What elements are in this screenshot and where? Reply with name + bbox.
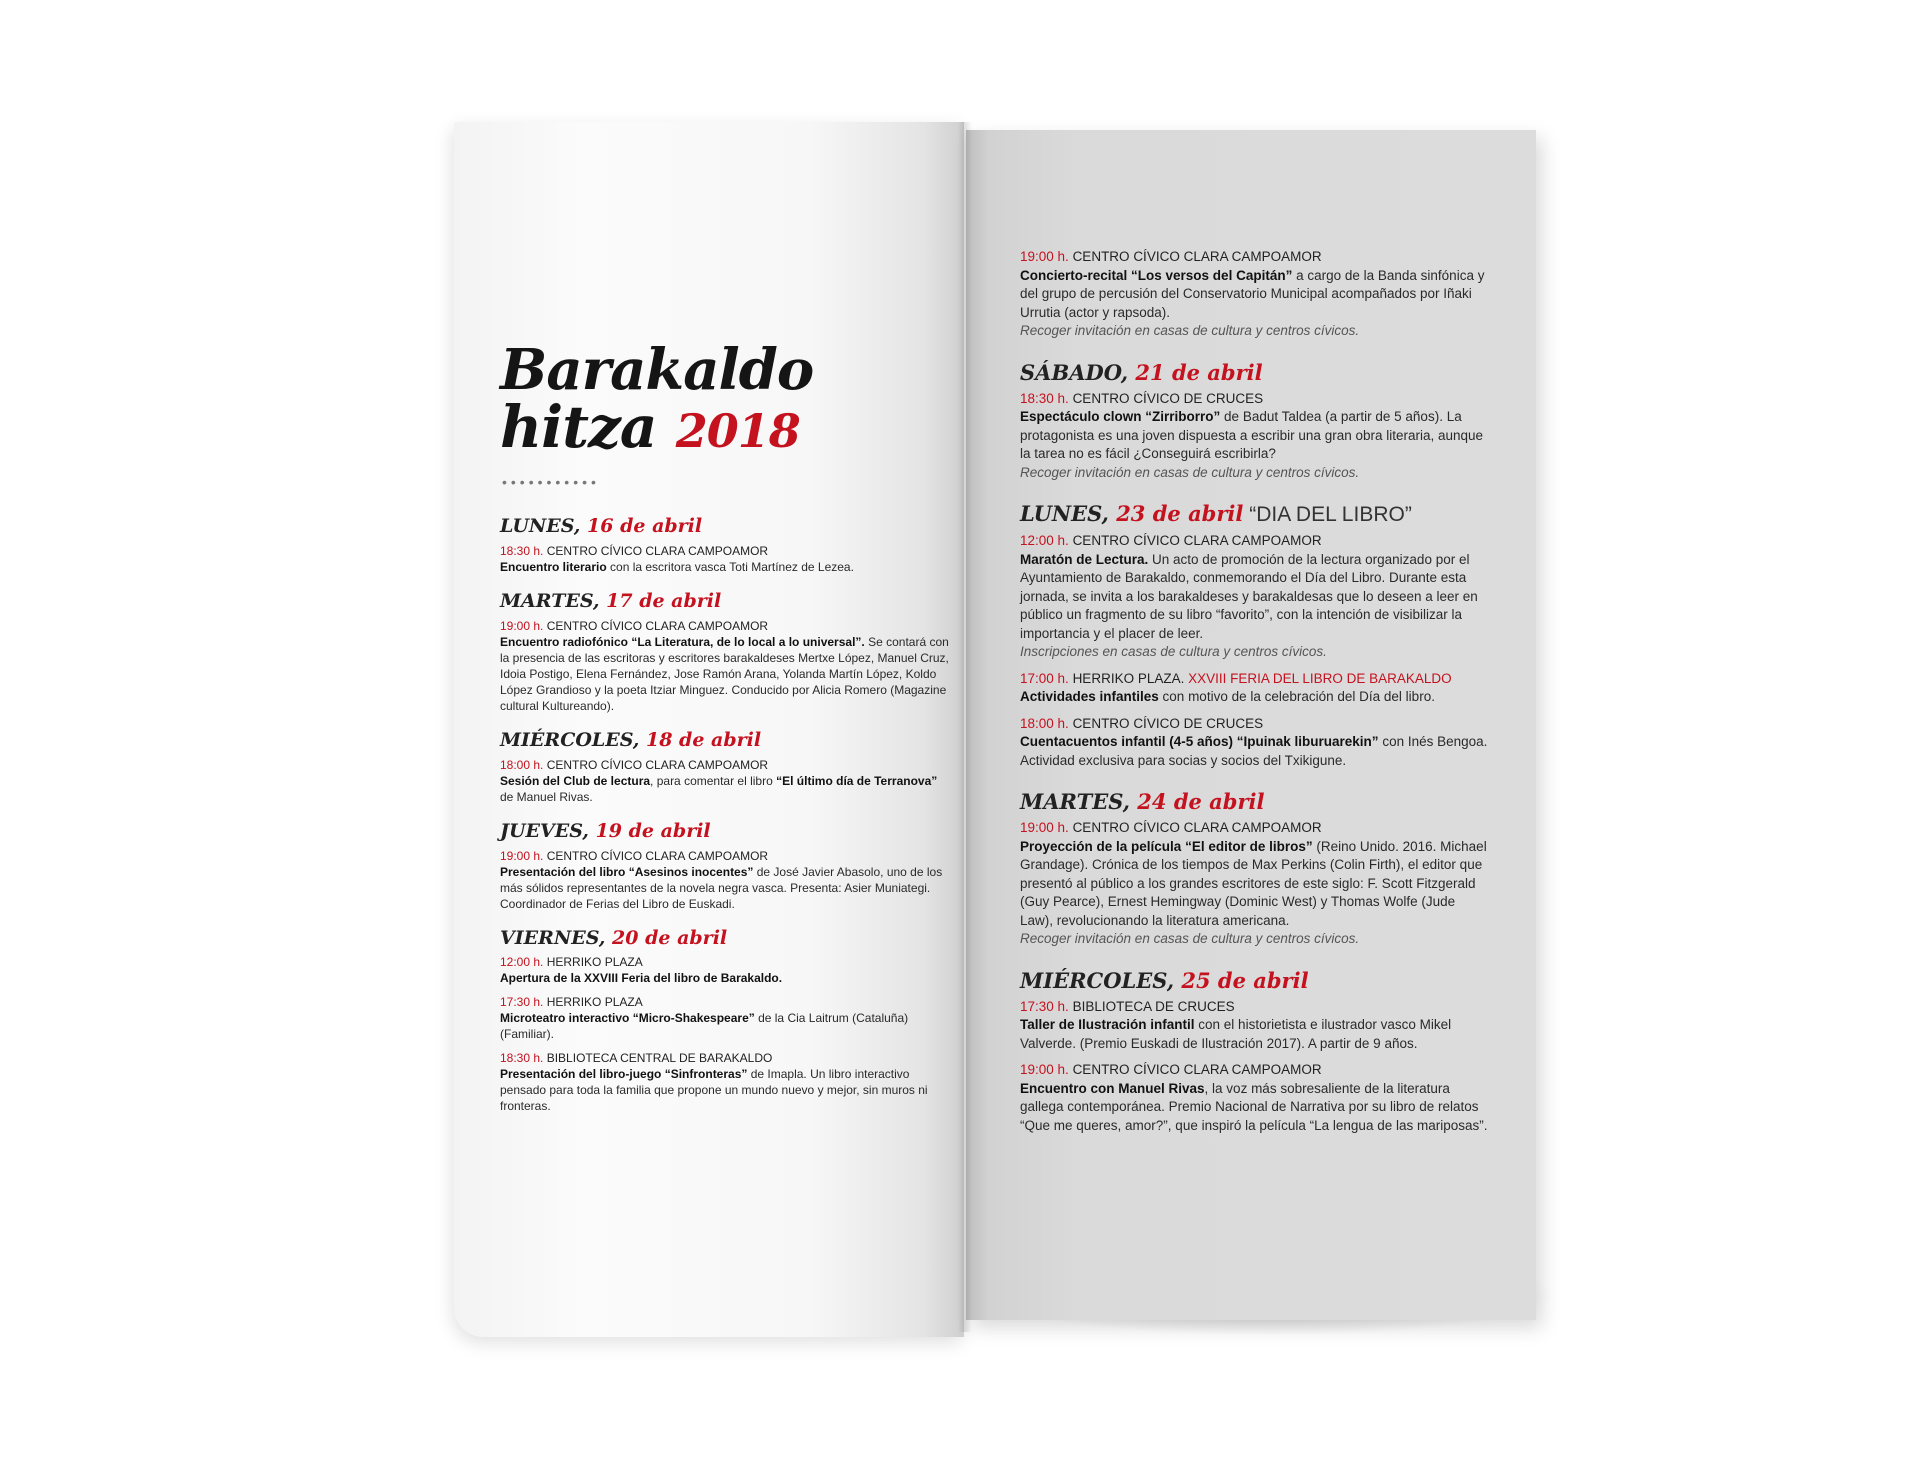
- event-item: [1020, 670, 1490, 707]
- event-text: (Reino Unido. 2016. Michael Grandage). Crónica de los tiempos de Max Perkins (Colin Firth), el editor que presentó al público a los grandes escritores de este siglo: F. Scott Fitzgerald (Guy Pearce), Ernest Hemingway (Dominic West) y Thomas Wolfe (Jude Law), revolucionando la literatura americana.: [1020, 838, 1487, 928]
- event-item: [500, 994, 950, 1042]
- event-title: Encuentro con Manuel Rivas: [1020, 1080, 1205, 1096]
- title-line-1: Barakaldo: [500, 337, 814, 403]
- event-title: Presentación del libro-juego “Sinfronteras”: [500, 1067, 748, 1082]
- event-header: [500, 848, 950, 864]
- title-dots-divider: •••••••••••: [502, 474, 600, 490]
- event-item: [500, 757, 950, 805]
- event-place: CENTRO CÍVICO CLARA CAMPOAMOR: [1072, 533, 1322, 549]
- event-header: [500, 618, 950, 634]
- event-header: [1020, 248, 1490, 267]
- event-description: [500, 970, 950, 986]
- event-title: Sesión del Club de lectura: [500, 773, 651, 788]
- event-place: HERRIKO PLAZA.: [1072, 670, 1185, 686]
- day-name: LUNES,: [1020, 501, 1109, 527]
- event-text: , la voz más sobresaliente de la literatura gallega contemporánea. Premio Nacional de Narrativa por su libro de relatos “Que me queres, amor?”, que inspiró la película “La lengua de las mariposas”.: [1020, 1080, 1488, 1133]
- day-heading: [1020, 969, 1490, 992]
- day-section: [1020, 969, 1490, 1136]
- event-header: [500, 543, 950, 559]
- event-time: 19:00 h.: [500, 618, 544, 633]
- event-text: Se contará con la presencia de las escritoras y escritores barakaldeses Mertxe López, Manuel Cruz, Idoia Postigo, Elena Fernández, Jose Ramón Arana, Yolanda Martín López, Koldo López Grandioso y la poeta Itziar Minguez. Conducido por Alicia Romero (Magazine cultural Kultureando).: [500, 634, 949, 713]
- event-description: [1020, 688, 1490, 707]
- event-title: Concierto-recital “Los versos del Capitán”: [1020, 267, 1293, 283]
- day-heading: [1020, 361, 1490, 384]
- event-text: con el historietista e ilustrador vasco Mikel Valverde. (Premio Euskadi de Ilustración 2017). A partir de 9 años.: [1020, 1017, 1452, 1051]
- day-section: [1020, 790, 1490, 949]
- day-heading: [500, 821, 950, 842]
- day-heading: [500, 591, 950, 612]
- brochure-fold: [958, 122, 972, 1332]
- event-place-highlight: XXVIII FERIA DEL LIBRO DE BARAKALDO: [1184, 670, 1452, 686]
- event-time: 18:30 h.: [1020, 390, 1069, 406]
- day-section: [500, 591, 950, 714]
- event-place: HERRIKO PLAZA: [546, 995, 643, 1010]
- event-time: 18:30 h.: [500, 543, 544, 558]
- event-text: a cargo de la Banda sinfónica y del grupo de percusión del Conservatorio Municipal acompañados por Iñaki Urrutia (actor y rapsoda).: [1020, 267, 1485, 320]
- event-item: [1020, 248, 1490, 341]
- day-extra: “DIA DEL LIBRO”: [1243, 503, 1412, 527]
- event-text: de la Cia Laitrum (Cataluña) (Familiar).: [500, 1011, 909, 1042]
- event-title: Apertura de la XXVIII Feria del libro de Barakaldo.: [500, 971, 783, 986]
- event-title: Taller de Ilustración infantil: [1020, 1017, 1195, 1033]
- event-place: CENTRO CÍVICO CLARA CAMPOAMOR: [1072, 820, 1322, 836]
- day-heading: [500, 730, 950, 751]
- event-item: [500, 618, 950, 714]
- event-time: 18:00 h.: [1020, 715, 1069, 731]
- event-note: Recoger invitación en casas de cultura y centros cívicos.: [1020, 464, 1360, 480]
- event-description: [1020, 408, 1490, 464]
- right-schedule-column: [1020, 248, 1490, 1155]
- event-time: 19:00 h.: [500, 848, 544, 863]
- event-item: [1020, 532, 1490, 662]
- day-section: [500, 821, 950, 912]
- event-time: 17:30 h.: [500, 995, 544, 1010]
- event-description: [1020, 1080, 1490, 1136]
- day-heading: [500, 516, 950, 537]
- day-date: 16 de abril: [587, 515, 703, 537]
- event-place: CENTRO CÍVICO CLARA CAMPOAMOR: [546, 543, 769, 558]
- event-description: [1020, 733, 1490, 770]
- event-header: [500, 994, 950, 1010]
- event-place: CENTRO CÍVICO DE CRUCES: [1072, 715, 1264, 731]
- day-date: 24 de abril: [1137, 789, 1265, 815]
- day-heading: [500, 928, 950, 949]
- event-title: Actividades infantiles: [1020, 689, 1159, 705]
- event-header: [1020, 819, 1490, 838]
- event-description: [500, 559, 950, 575]
- event-description: [1020, 838, 1490, 931]
- event-item: [1020, 1061, 1490, 1135]
- day-date: 18 de abril: [646, 728, 762, 751]
- event-description: [1020, 267, 1490, 323]
- event-header: [1020, 532, 1490, 551]
- event-description: [500, 634, 950, 714]
- day-date: 21 de abril: [1135, 359, 1263, 385]
- day-date: 19 de abril: [595, 819, 711, 842]
- day-name: MARTES,: [500, 589, 600, 612]
- event-time: 18:30 h.: [500, 1051, 544, 1066]
- day-date: 17 de abril: [606, 589, 722, 612]
- event-place: CENTRO CÍVICO CLARA CAMPOAMOR: [546, 618, 769, 633]
- event-text: con la escritora vasca Toti Martínez de Lezea.: [606, 559, 854, 574]
- event-text: de Badut Taldea (a partir de 5 años). La protagonista es una joven dispuesta a escribir una gran obra literaria, aunque la tarea no es fácil ¿Conseguirá escribirla?: [1020, 409, 1484, 462]
- event-place: CENTRO CÍVICO CLARA CAMPOAMOR: [1072, 249, 1322, 264]
- event-title: Maratón de Lectura.: [1020, 551, 1149, 567]
- day-name: MARTES,: [1020, 789, 1130, 815]
- event-title: Microteatro interactivo “Micro-Shakespeare”: [500, 1011, 755, 1026]
- day-section: [1020, 361, 1490, 483]
- day-name: JUEVES,: [500, 819, 589, 842]
- event-place: BIBLIOTECA CENTRAL DE BARAKALDO: [546, 1051, 773, 1066]
- event-description: [500, 1010, 950, 1042]
- event-note: Inscripciones en casas de cultura y centros cívicos.: [1020, 644, 1327, 660]
- event-item: [1020, 998, 1490, 1054]
- event-time: 17:30 h.: [1020, 998, 1069, 1014]
- brochure-title: [500, 337, 840, 461]
- event-header: [500, 1050, 950, 1066]
- event-time: 17:00 h.: [1020, 670, 1069, 686]
- title-word: hitza: [500, 393, 657, 461]
- event-description: [500, 1066, 950, 1114]
- event-text: , para comentar el libro: [650, 773, 777, 788]
- event-description: [1020, 1016, 1490, 1053]
- event-place: CENTRO CÍVICO DE CRUCES: [1072, 390, 1264, 406]
- event-title: Presentación del libro “Asesinos inocentes”: [500, 864, 754, 879]
- event-time: 18:00 h.: [500, 757, 544, 772]
- day-date: 25 de abril: [1181, 967, 1309, 993]
- event-text: con motivo de la celebración del Día del libro.: [1158, 689, 1435, 705]
- event-note: Recoger invitación en casas de cultura y centros cívicos.: [1020, 931, 1360, 947]
- event-text-2: de Manuel Rivas.: [500, 789, 593, 804]
- day-heading: [1020, 502, 1490, 526]
- event-title: Proyección de la película “El editor de libros”: [1020, 838, 1313, 854]
- event-item: [1020, 819, 1490, 949]
- event-header: [1020, 670, 1490, 689]
- day-date: 23 de abril: [1116, 501, 1244, 527]
- event-description: [500, 773, 950, 805]
- event-title: Cuentacuentos infantil (4-5 años) “Ipuinak liburuarekin”: [1020, 734, 1379, 750]
- event-item: [500, 848, 950, 912]
- event-time: 19:00 h.: [1020, 1062, 1069, 1078]
- event-header: [1020, 390, 1490, 409]
- event-header: [1020, 998, 1490, 1017]
- event-item: [1020, 715, 1490, 771]
- event-place: CENTRO CÍVICO CLARA CAMPOAMOR: [546, 757, 769, 772]
- event-description: [1020, 551, 1490, 644]
- day-name: MIÉRCOLES,: [500, 728, 640, 751]
- event-time: 12:00 h.: [500, 955, 544, 970]
- day-date: 20 de abril: [612, 926, 728, 949]
- day-section: [500, 516, 950, 575]
- event-text: de José Javier Abasolo, uno de los más sólidos representantes de la novela negra vasca. Presenta: Asier Muniategi. Coordinador de Ferias del Libro de Euskadi.: [500, 864, 943, 911]
- event-title: Encuentro radiofónico “La Literatura, de lo local a lo universal”.: [500, 634, 865, 649]
- day-heading: [1020, 790, 1490, 813]
- title-year: 2018: [675, 404, 800, 458]
- event-place: CENTRO CÍVICO CLARA CAMPOAMOR: [546, 848, 769, 863]
- day-section: [500, 730, 950, 805]
- event-time: 19:00 h.: [1020, 820, 1069, 836]
- day-section: [1020, 248, 1490, 341]
- event-place: BIBLIOTECA DE CRUCES: [1072, 998, 1235, 1014]
- left-schedule-column: [500, 516, 950, 1130]
- event-item: [500, 954, 950, 986]
- day-section: [500, 928, 950, 1115]
- event-item: [500, 543, 950, 575]
- day-name: SÁBADO,: [1020, 359, 1129, 385]
- event-header: [500, 757, 950, 773]
- event-title-2: “El último día de Terranova”: [776, 773, 938, 788]
- day-name: VIERNES,: [500, 926, 606, 949]
- event-place: CENTRO CÍVICO CLARA CAMPOAMOR: [1072, 1062, 1322, 1078]
- event-header: [500, 954, 950, 970]
- event-note: Recoger invitación en casas de cultura y centros cívicos.: [1020, 323, 1360, 338]
- event-header: [1020, 715, 1490, 734]
- event-text: con Inés Bengoa. Actividad exclusiva para socias y socios del Txikigune.: [1020, 734, 1488, 768]
- event-time: 12:00 h.: [1020, 533, 1069, 549]
- day-name: LUNES,: [500, 515, 581, 537]
- event-place: HERRIKO PLAZA: [546, 955, 643, 970]
- event-item: [1020, 390, 1490, 483]
- event-title: Encuentro literario: [500, 559, 607, 574]
- event-text: Un acto de promoción de la lectura organizado por el Ayuntamiento de Barakaldo, conmemorando el Día del Libro. Durante esta jornada, se invita a los barakaldeses y barakaldesas que lo deseen a leer en público un fragmento de su libro “favorito”, con la intención de visibilizar la importancia y el placer de leer.: [1020, 551, 1478, 641]
- day-name: MIÉRCOLES,: [1020, 967, 1175, 993]
- day-section: [1020, 502, 1490, 770]
- event-title: Espectáculo clown “Zirriborro”: [1020, 409, 1221, 425]
- event-header: [1020, 1061, 1490, 1080]
- event-description: [500, 864, 950, 912]
- event-text: de Imapla. Un libro interactivo pensado para toda la familia que propone un mundo nuevo y mejor, sin muros ni fronteras.: [500, 1067, 928, 1114]
- event-time: 19:00 h.: [1020, 249, 1069, 264]
- event-item: [500, 1050, 950, 1114]
- title-line-2: [500, 393, 840, 461]
